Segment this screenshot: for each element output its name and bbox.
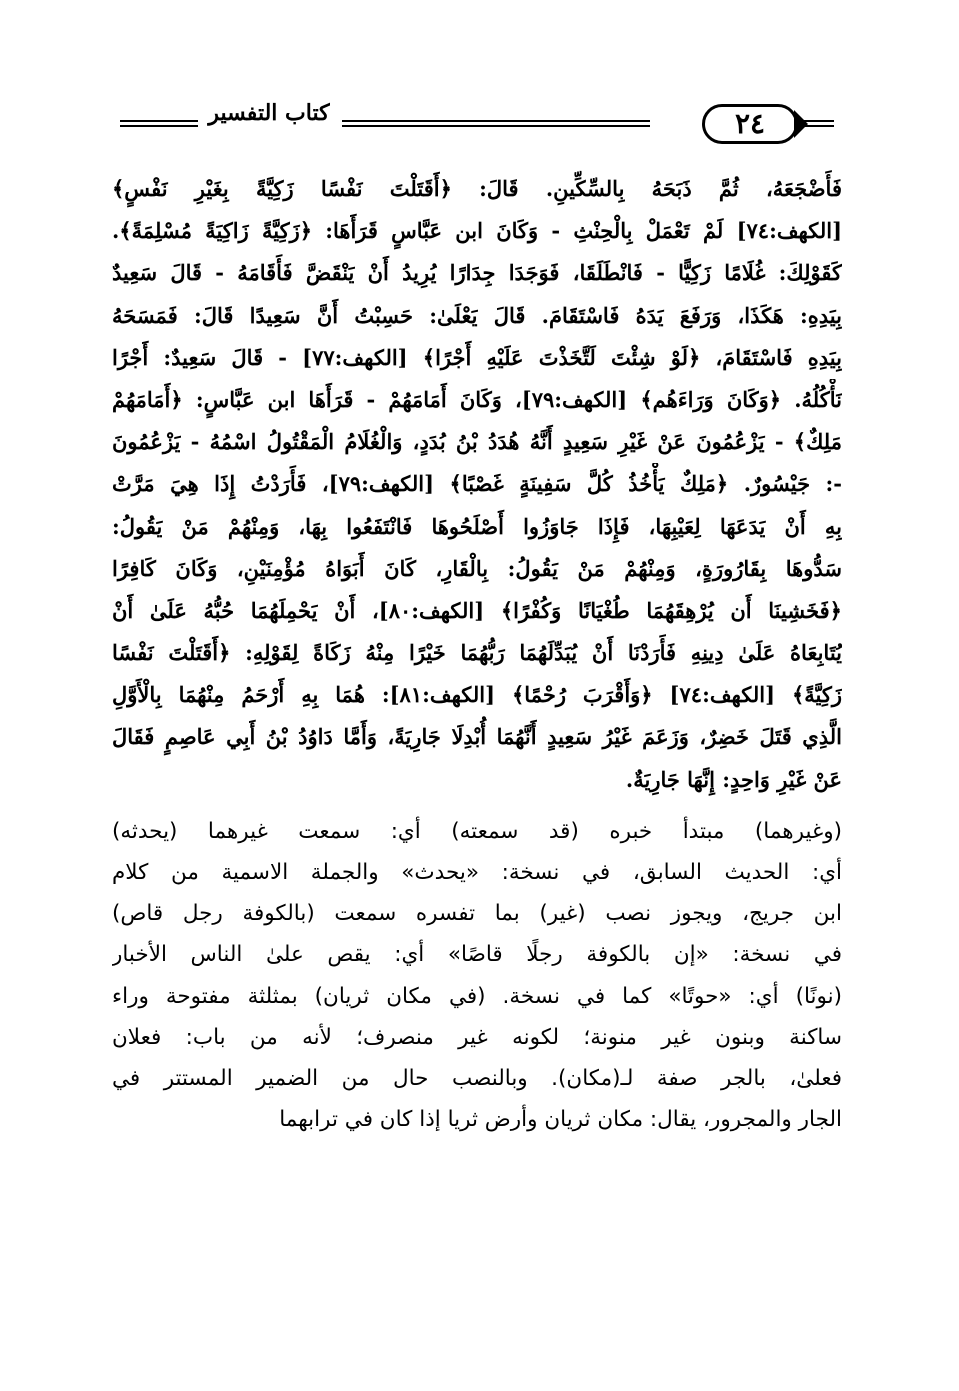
text-line: [الكهف:٧٤] لَمْ تَعْمَلْ بِالْحِنْثِ - وَكَانَ ابن عَبَّاسٍ قَرَأَهَا: ﴿زَكِيَّةً زَاكِيَةً مُسْلِمَةً﴾. — [112, 218, 842, 244]
commentary-line: ساكنة وبنون غير منونة؛ لكونه غير منصرف؛ لأنه من باب: فعلان — [112, 1024, 842, 1050]
text-line: يُتَابِعَاهُ عَلَىٰ دِينِهِ فَأَرَدْنَا أَنْ يُبَدِّلَهُمَا رَبُّهُمَا خَيْرًا مِنْهُ زَكَاةً لِقَوْلِهِ: ﴿أَقَتَلْتَ نَفْسًا — [112, 640, 842, 666]
text-line: كَقَوْلِكَ: غُلَامًا زَكِيًّا - فَانْطَلَقَا، فَوَجَدَا جِدَارًا يُرِيدُ أَنْ يَنْقَضَّ فَأَقَامَهُ - قَالَ سَعِيدٌ — [112, 260, 842, 286]
text-line: بِهِ أَنْ يَدَعَهَا لِعَيْبِهَا، فَإِذَا جَاوَزُوا أَصْلَحُوهَا فَانْتَفَعُوا بِهَا، وَمِنْهُمْ مَنْ يَقُولُ: — [112, 513, 842, 539]
running-title: كتاب التفسير — [208, 100, 330, 126]
commentary-line: ابن جريج، ويجوز نصب (غير) بما تفسره سمعت (بالكوفة رجل قاص) — [112, 901, 842, 927]
commentary-line: أي: الحديث السابق، في نسخة: «يحدث» والجملة الاسمية من كلام — [112, 860, 842, 885]
text-line: بِيَدِهِ: هَكَذَا، وَرَفَعَ يَدَهُ فَاسْتَقَامَ. قَالَ يَعْلَىٰ: حَسِبْتُ أَنَّ سَعِيدًا قَالَ: فَمَسَحَهُ — [112, 302, 842, 328]
text-line: بِيَدِهِ فَاسْتَقَامَ، ﴿لَوْ شِئْتَ لَتَّخَذْتَ عَلَيْهِ أَجْرًا﴾ [الكهف:٧٧] - قَالَ سَعِيدٌ: أَجْرًا — [112, 344, 842, 370]
text-line: ﴿فَخَشِينَا أَن يُرْهِقَهُمَا طُغْيَانًا وَكُفْرًا﴾ [الكهف:٨٠]، أَنْ يَحْمِلَهُمَا حُبُّهُ عَلَىٰ أَنْ — [112, 597, 842, 623]
page-header — [110, 100, 840, 152]
text-line: الَّذِي قَتَلَ خَضِرٌ، وَزَعَمَ غَيْرُ سَعِيدٍ أَنَّهُمَا أُبْدِلَا جَارِيَةً، وَأَمَّا دَاوُدُ بْنُ أَبِي عَاصِمٍ فَقَالَ — [112, 724, 842, 750]
header-rule-left — [120, 120, 198, 127]
text-line: زَكِيَّةً﴾ [الكهف:٧٤] ﴿وَأَقْرَبَ رُحْمًا﴾ [الكهف:٨١]: هُمَا بِهِ أَرْحَمُ مِنْهُمَا بِالْأَوَّلِ — [112, 682, 842, 708]
text-line: فَأَضْجَعَهُ، ثُمَّ ذَبَحَهُ بِالسِّكِّينِ. قَالَ: ﴿أَقَتَلْتَ نَفْسًا زَكِيَّةً بِغَيْرِ نَفْسٍ﴾ — [112, 176, 842, 201]
commentary-line: فعلىٰ، بالجر صفة لـ(مكان). وبالنصب حال من الضمير المستتر في — [112, 1065, 842, 1091]
page-number: ٢٤ — [702, 104, 798, 144]
commentary-text — [112, 811, 842, 1141]
commentary-line: (وغيرهما) مبتدأ خبره (قد سمعته) أي: سمعت غيرهما (يحدثه) — [112, 818, 842, 844]
hadith-text — [112, 168, 842, 801]
header-rule-right — [800, 120, 834, 127]
commentary-line: في نسخة: «إن بالكوفة رجلًا قاصًا» أي: يقص علىٰ الناس الأخبار — [112, 942, 842, 968]
commentary-line: (نونًا) أي: «حوتًا» كما في نسخة. (في مكان ثريان) بمثلثة مفتوحة وراء — [112, 983, 842, 1009]
text-line: -: جَيْسُورٌ. ﴿مَلِكٌ يَأْخُذُ كُلَّ سَفِينَةٍ غَصْبًا﴾ [الكهف:٧٩]، فَأَرَدْتُ إِذَا هِيَ مَرَّتْ — [112, 471, 842, 497]
text-line: نَأْكُلُهُ. ﴿وَكَانَ وَرَاءَهُم﴾ [الكهف:٧٩]، وَكَانَ أَمَامَهُمْ - قَرَأَهَا ابن عَبَّاسٍ: ﴿أَمَامَهُمْ — [112, 386, 842, 412]
text-line: عَنْ غَيْرِ وَاحِدٍ: إِنَّهَا جَارِيَةٌ. — [625, 766, 842, 792]
commentary-line: الجار والمجرور، يقال: مكان ثريان وأرض ثريا إذا كان في ترابهما — [279, 1107, 842, 1133]
text-line: مَلِكٌ﴾ - يَزْعُمُونَ عَنْ غَيْرِ سَعِيدٍ أَنَّهُ هُدَدُ بْنُ بُدَدٍ، وَالْغُلَامُ الْمَقْتُولُ اسْمُهُ - يَزْعُمُونَ — [112, 429, 842, 455]
text-line: سَدُّوهَا بِقَارُورَةٍ، وَمِنْهُمْ مَنْ يَقُولُ: بِالْقَارِ، كَانَ أَبَوَاهُ مُؤْمِنَيْنِ، وَكَانَ كَافِرًا — [112, 555, 842, 581]
page-body — [112, 168, 842, 1140]
header-rule-middle — [342, 120, 650, 127]
